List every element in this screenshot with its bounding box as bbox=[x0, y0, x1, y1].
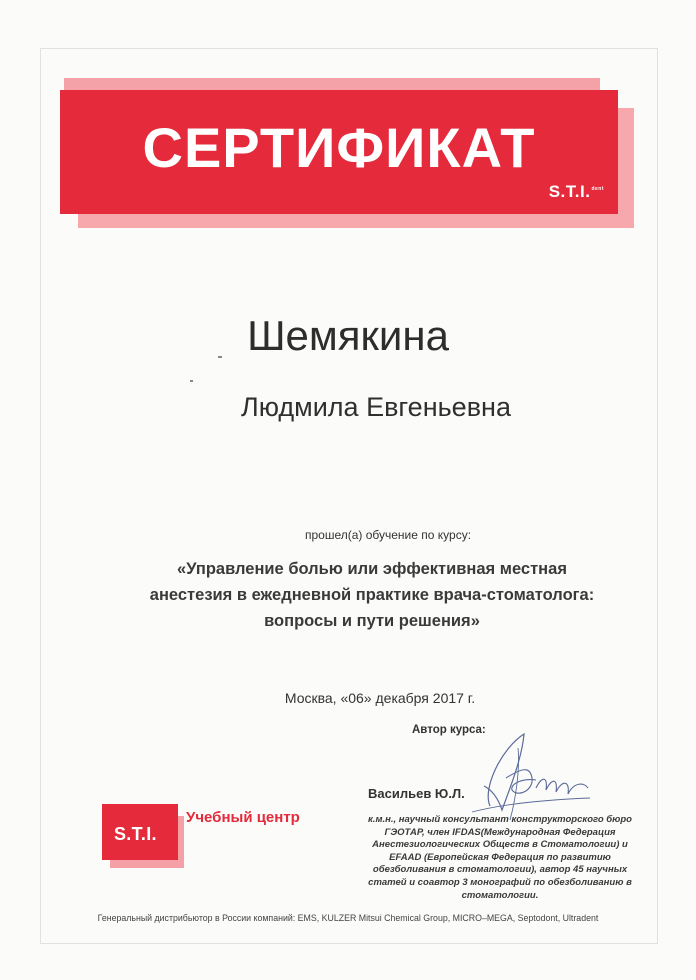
recipient-surname: Шемякина bbox=[247, 312, 449, 359]
author-label: Автор курса: bbox=[412, 724, 486, 736]
course-title bbox=[96, 556, 648, 634]
edu-logo-text: S.T.I. bbox=[114, 824, 157, 844]
sti-logo bbox=[549, 182, 604, 202]
scan-speck bbox=[190, 380, 193, 382]
date-line: Москва, «06» декабря 2017 г. bbox=[284, 690, 476, 706]
sti-logo-sup: dent bbox=[591, 186, 604, 193]
footer-distributors: Генеральный дистрибьютор в России компаний: EMS, KULZER Mitsui Chemical Group, MICRO–MEGA, Septodont, Ultradent bbox=[97, 913, 599, 923]
course-title-line: анестезия в ежедневной практике врача-стоматолога: bbox=[149, 586, 595, 604]
scan-speck bbox=[218, 356, 222, 358]
signature-image bbox=[462, 728, 602, 828]
course-intro: прошел(а) обучение по курсу: bbox=[304, 528, 472, 542]
edu-logo bbox=[102, 804, 178, 860]
recipient-given-names: Людмила Евгеньевна bbox=[241, 392, 511, 422]
certificate-banner bbox=[60, 90, 618, 214]
edu-center-label: Учебный центр bbox=[186, 809, 300, 826]
sti-logo-text: S.T.I. bbox=[548, 182, 591, 201]
course-title-line: «Управление болью или эффективная местная bbox=[177, 560, 567, 578]
author-bio: к.м.н., научный консультант конструкторского бюро ГЭОТАР, член IFDAS(Международная Федерация Анестезиологических Обществ в Стоматологии) и EFAAD (Европейская Федерация по развитию обезболивания в стоматологии), автор 45 научных статей и соавтор 3 монографий по обезболиванию в стоматологии. bbox=[367, 814, 632, 901]
course-title-line: вопросы и пути решения» bbox=[264, 612, 480, 630]
author-name: Васильев Ю.Л. bbox=[368, 786, 465, 801]
banner-title: СЕРТИФИКАТ bbox=[142, 116, 536, 179]
